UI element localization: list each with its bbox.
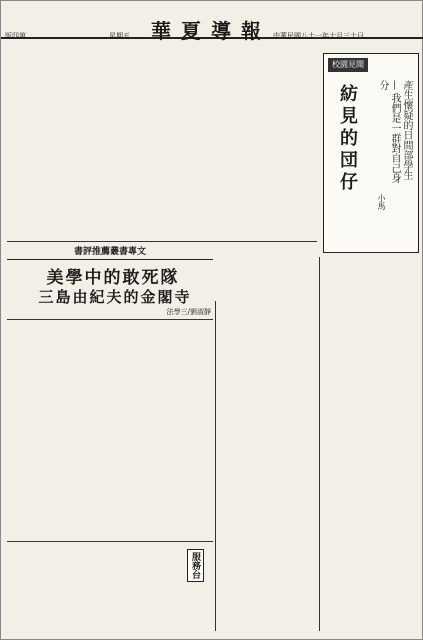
review-headline-2: 三島由紀夫的金閣寺: [38, 288, 192, 306]
article-header-box: [323, 53, 419, 253]
page-number: 版四第: [5, 32, 26, 40]
article-title: 紡見的団仔: [337, 84, 358, 194]
article-byline: 小馬: [377, 194, 386, 210]
text-column: [215, 51, 317, 301]
column-divider: [215, 301, 216, 631]
masthead: [1, 1, 423, 43]
column-divider: [319, 257, 320, 631]
article-subtitle: 產生懷疑的日間部學生 — 我們是一群對自己身分: [377, 80, 412, 184]
text-column: [15, 51, 99, 237]
section-divider: [7, 241, 317, 242]
text-column: [107, 51, 211, 237]
section-divider: [7, 541, 213, 542]
service-box-label: 服務台: [187, 549, 204, 582]
review-headline: 美學中的敢死隊: [46, 268, 180, 288]
review-author: 法學三/劉淑靜: [166, 308, 211, 316]
paper-title: 華夏導報: [151, 19, 271, 43]
weekday: 星期五: [109, 32, 130, 40]
issue-date: 中華民國八十一年十月三十日: [273, 32, 364, 40]
column-label: 校園見聞: [328, 58, 368, 72]
series-header: 書評推薦叢書專文: [7, 244, 213, 260]
section-divider: [7, 319, 213, 320]
